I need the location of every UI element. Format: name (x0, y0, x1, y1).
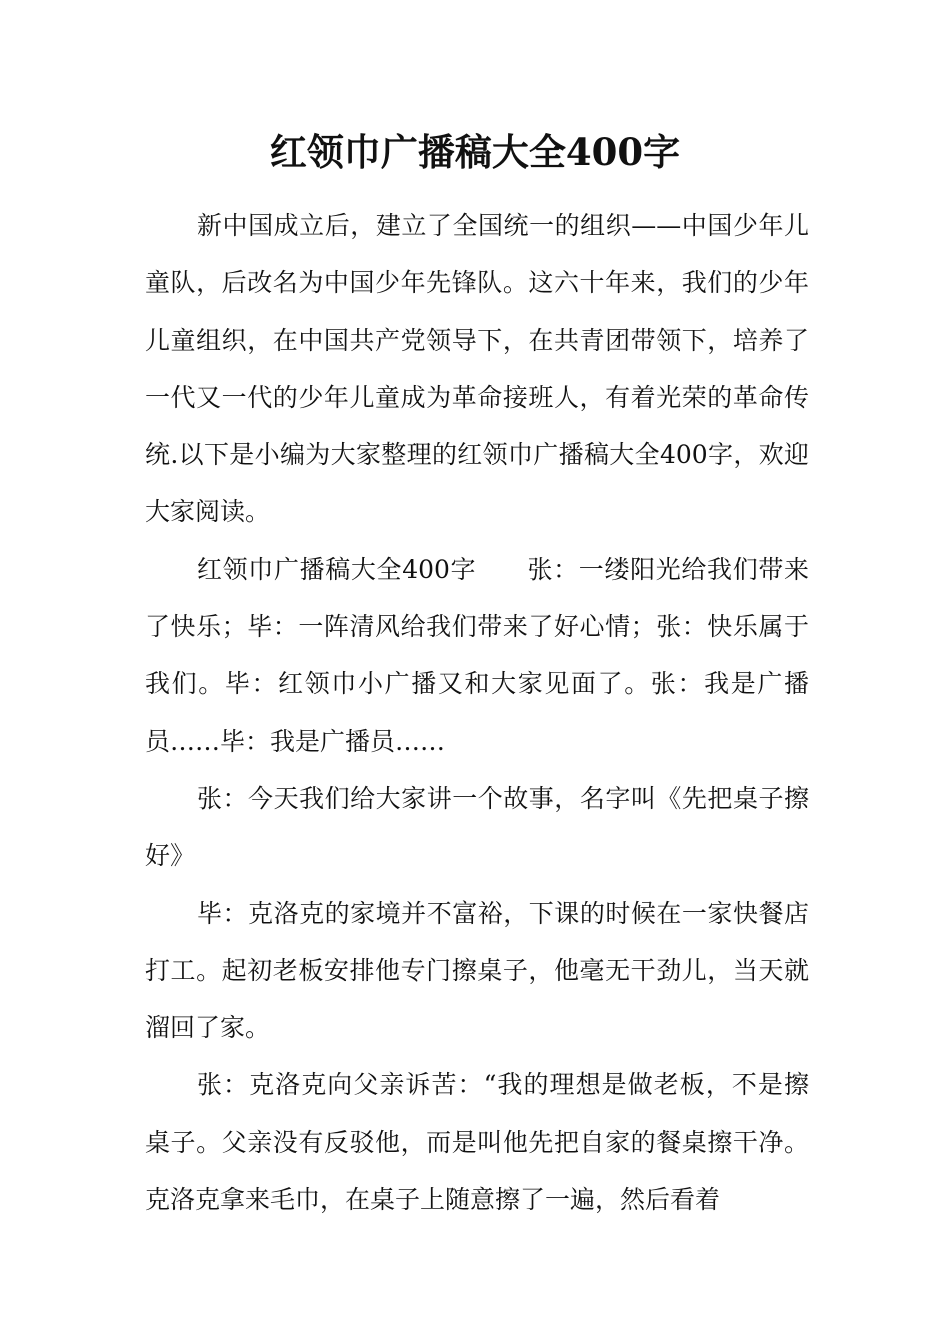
paragraph-story-part-2: 张：克洛克向父亲诉苦：“我的理想是做老板，不是擦桌子。父亲没有反驳他，而是叫他先把自家的餐桌擦干净。克洛克拿来毛巾，在桌子上随意擦了一遍，然后看着 (145, 1070, 809, 1215)
document-title: 红领巾广播稿大全400字 (269, 130, 681, 174)
paragraph-story-part-1: 毕：克洛克的家境并不富裕，下课的时候在一家快餐店打工。起初老板安排他专门擦桌子，他毫无干劲儿，当天就溜回了家。 (145, 898, 809, 1043)
paragraph-intro: 新中国成立后，建立了全国统一的组织——中国少年儿童队，后改名为中国少年先锋队。这六十年来，我们的少年儿童组织，在中国共产党领导下，在共青团带领下，培养了一代又一代的少年儿童成为革命接班人，有着光荣的革命传统.以下是小编为大家整理的红领巾广播稿大全400字，欢迎大家阅读。 (145, 211, 809, 527)
paragraph-opening-dialogue: 红领巾广播稿大全400字 张：一缕阳光给我们带来了快乐；毕：一阵清风给我们带来了好心情；张：快乐属于我们。毕：红领巾小广播又和大家见面了。张：我是广播员……毕：我是广播员…… (145, 554, 809, 756)
paragraph-story-title: 张：今天我们给大家讲一个故事，名字叫《先把桌子擦好》 (145, 783, 809, 871)
document-body (145, 197, 809, 1228)
